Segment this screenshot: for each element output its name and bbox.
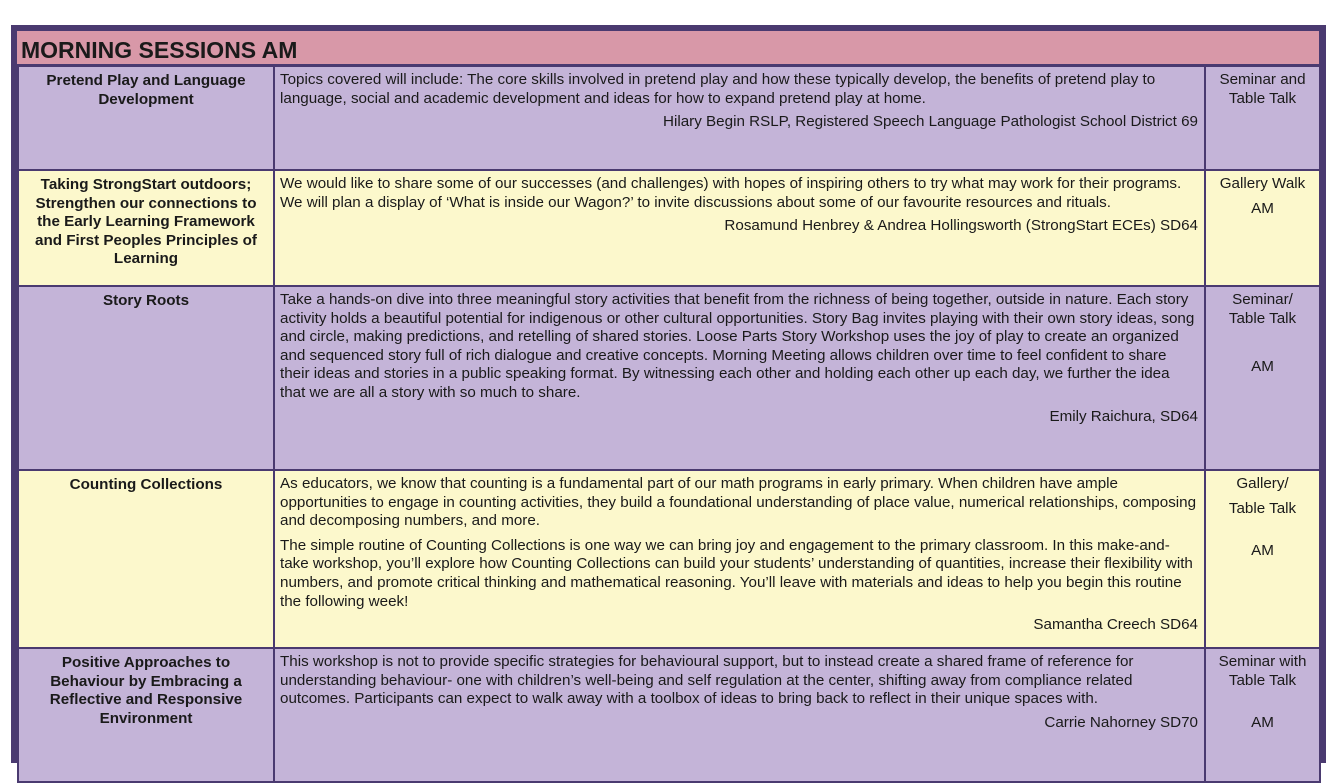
session-description	[274, 648, 1205, 782]
session-title: Counting Collections	[18, 470, 274, 648]
session-format	[1205, 470, 1320, 648]
session-paragraph: Topics covered will include: The core skills involved in pretend play and how these typically develop, the benefits of pretend play to language, social and academic development and ideas for how to expand pretend play at home.	[280, 71, 1156, 107]
session-description	[274, 170, 1205, 286]
session-presenter: Samantha Creech SD64	[1033, 616, 1198, 634]
session-presenter: Rosamund Henbrey & Andrea Hollingsworth (StrongStart ECEs) SD64	[724, 217, 1198, 235]
session-description	[274, 470, 1205, 648]
format-line: AM	[1251, 199, 1274, 217]
format-line: Table Talk	[1228, 671, 1297, 689]
sessions-table	[17, 65, 1321, 783]
format-line: Seminar with	[1218, 653, 1307, 670]
format-line: Seminar/	[1232, 291, 1293, 308]
format-line: AM	[1251, 542, 1274, 560]
sessions-frame	[11, 25, 1326, 763]
session-presenter: Hilary Begin RSLP, Registered Speech Language Pathologist School District 69	[663, 113, 1198, 131]
session-title: Pretend Play and Language Development	[18, 66, 274, 170]
session-paragraph: The simple routine of Counting Collections is one way we can bring joy and engagement to the primary classroom. In this make-and-take workshop, you’ll explore how Counting Collections can build your students’ understanding of quantities, increase their flexibility with numbers, and promote critical thinking and mathematical reasoning. You’ll leave with materials and ideas to help you begin this routine the following week!	[280, 536, 1193, 610]
session-paragraph: This workshop is not to provide specific strategies for behavioural support, but to instead create a shared frame of reference for understanding behaviour- one with children’s well-being and self regulation at the center, shifting away from compliance related outcomes. Participants can expect to walk away with a toolbox of ideas to bring back to reflect in their unique spaces with.	[280, 653, 1134, 708]
session-title: Story Roots	[18, 286, 274, 470]
session-format	[1205, 170, 1320, 286]
format-line: Table Talk	[1228, 89, 1297, 107]
session-presenter: Carrie Nahorney SD70	[1044, 713, 1198, 731]
format-line: Table Talk	[1228, 309, 1297, 327]
format-line: AM	[1251, 358, 1274, 376]
format-line: Seminar and	[1219, 71, 1306, 88]
session-presenter: Emily Raichura, SD64	[1049, 407, 1198, 425]
format-line: Gallery Walk	[1219, 175, 1306, 192]
session-format	[1205, 286, 1320, 470]
section-header	[17, 31, 1319, 64]
session-format	[1205, 648, 1320, 782]
session-row	[18, 648, 1320, 782]
session-paragraph: As educators, we know that counting is a fundamental part of our math programs in early primary. When children have ample opportunities to engage in counting activities, they build a foundational understanding of place value, numerical relationships, composing and decomposing numbers, and more.	[280, 475, 1197, 530]
session-title: Taking StrongStart outdoors; Strengthen our connections to the Early Learning Framework and First Peoples Principles of Learning	[18, 170, 274, 286]
session-row	[18, 170, 1320, 286]
session-row	[18, 286, 1320, 470]
format-line: AM	[1251, 714, 1274, 732]
session-paragraph: Take a hands-on dive into three meaningful story activities that benefit from the richness of being together, outside in nature. Each story activity holds a beautiful potential for indigenous or other cultural opportunities. Story Bag invites playing with their own story ideas, song and circle, making predictions, and retelling of shared stories. Loose Parts Story Workshop uses the joy of play to create an organized and sequenced story full of rich dialogue and creative concepts. Morning Meeting allows children over time to feel confident to share their ideas and stories in a public speaking format. By witnessing each other and holding each other up each day, we further the idea that we are all a story with so much to share.	[280, 291, 1195, 401]
session-description	[274, 286, 1205, 470]
format-line: Gallery/	[1236, 475, 1289, 492]
session-title: Positive Approaches to Behaviour by Embracing a Reflective and Responsive Environment	[18, 648, 274, 782]
section-title: MORNING SESSIONS AM	[21, 37, 298, 63]
format-line: Table Talk	[1228, 499, 1297, 517]
session-format	[1205, 66, 1320, 170]
session-row	[18, 66, 1320, 170]
session-description	[274, 66, 1205, 170]
session-paragraph: We would like to share some of our successes (and challenges) with hopes of inspiring others to try what may work for their programs. We will plan a display of ‘What is inside our Wagon?’ to invite discussions about some of our favourite resources and rituals.	[280, 175, 1182, 211]
session-row	[18, 470, 1320, 648]
